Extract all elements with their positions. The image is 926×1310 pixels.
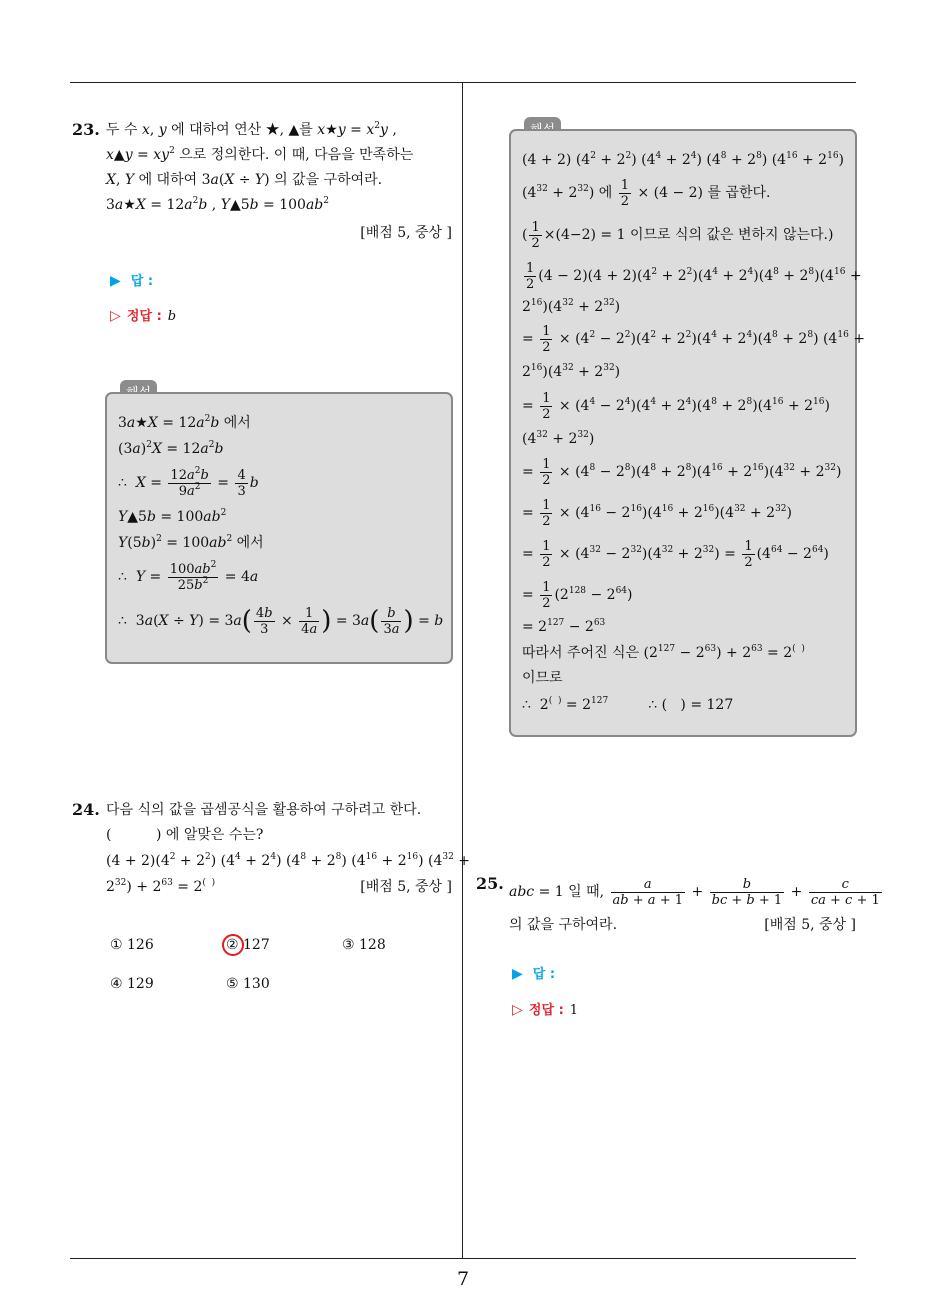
q24-exp-15: 따라서 주어진 식은 $(2^{127} - 2^{63}) + 2^{63} = 2^{( )}$ xyxy=(522,644,805,661)
q24-exp-5: $2^{16})(4^{32} + 2^{32})$ xyxy=(522,298,621,315)
q23-exp-5: $Y(5b)^2 = 100ab^2$ 에서 xyxy=(118,534,264,551)
q24-exp-7: $2^{16})(4^{32} + 2^{32})$ xyxy=(522,363,621,380)
q23-exp-1: 3a★X = $12a^2b$ 에서 xyxy=(118,414,251,431)
q24-exp-11: = $\frac{1}{2}$ × $(4^{16} - 2^{16})(4^{16} + 2^{16})(4^{32} + 2^{32})$ xyxy=(522,497,792,529)
q23-exp-7: ∴ 3a(X ÷ Y) = 3a( $\frac{4b}{3}$ × $\frac{1}{4a}$ ) = 3a( $\frac{b}{3a}$ ) = b xyxy=(118,605,444,637)
q23-answer-label: ▶ 답 : xyxy=(110,273,154,289)
play-icon: ▶ xyxy=(110,273,121,289)
q24-exp-17: ∴ $2^{( )} = 2^{127}$ ∴ ( ) = 127 xyxy=(522,696,734,713)
q24-choice-4[interactable]: ④ 129 xyxy=(110,976,154,992)
q23-line1: 두 수 x, y 에 대하여 연산 ★, ▲를 x★y = $x^2y$ , xyxy=(106,121,397,138)
q23-exp-4: Y▲5b = $100ab^2$ xyxy=(118,508,227,525)
q24-exp-16: 이므로 xyxy=(522,670,563,686)
q23-line4: 3a★X = $12a^2b$ , Y▲5b = $100ab^2$ xyxy=(106,196,329,213)
play-icon: ▶ xyxy=(512,966,523,982)
play-outline-icon: ▷ xyxy=(512,1002,523,1018)
q24-exp-3: ( $\frac{1}{2}$ ×(4−2) = 1 이므로 식의 값은 변하지 않는다.) xyxy=(522,219,834,251)
q24-choice-5[interactable]: ⑤ 130 xyxy=(226,976,270,992)
top-rule xyxy=(70,82,856,83)
selected-answer-circle xyxy=(222,934,244,956)
q25-line2: 의 값을 구하여라. xyxy=(509,917,618,933)
q24-number: 24. xyxy=(72,800,100,819)
q24-meta: [배점 5, 중상 ] xyxy=(360,879,452,895)
page-number: 7 xyxy=(456,1268,470,1290)
q24-exp-4: $\frac{1}{2}$ $(4 - 2)(4 + 2)(4^2 + 2^2)(4^4 + 2^4)(4^8 + 2^8)(4^{16}$ + xyxy=(526,260,862,292)
q25-correct: ▷ 정답 : 1 xyxy=(512,1002,579,1018)
q25-answer-label: ▶ 답 : xyxy=(512,966,556,982)
q23-line2: x▲y = $xy^2$ 으로 정의한다. 이 때, 다음을 만족하는 xyxy=(106,146,414,163)
q23-exp-2: $(3a)^2X = 12a^2b$ xyxy=(118,440,224,457)
q23-meta: [배점 5, 중상 ] xyxy=(360,225,452,241)
q23-correct: ▷ 정답 : b xyxy=(110,308,177,324)
q24-exp-8: = $\frac{1}{2}$ × $(4^4 - 2^4)(4^4 + 2^4)(4^8 + 2^8)(4^{16} + 2^{16})$ xyxy=(522,390,830,422)
q24-line4: $2^{32}) + 2^{63} = 2^{( )}$ xyxy=(106,878,216,895)
q24-exp-2: $(4^{32} + 2^{32})$ 에 $\frac{1}{2}$ × (4 − 2) 를 곱한다. xyxy=(522,177,771,209)
q24-exp-9: $(4^{32} + 2^{32})$ xyxy=(522,430,595,447)
q25-number: 25. xyxy=(476,874,504,893)
q24-line1: 다음 식의 값을 곱셈공식을 활용하여 구하려고 한다. xyxy=(106,802,422,818)
q25-line1: abc = 1 일 때, $\frac{a}{ab + a + 1}$ + $\frac{b}{bc + b + 1}$ + $\frac{c}{ca + c + 1}$ xyxy=(509,876,880,908)
q23-exp-3: ∴ X = $\frac{12a^2b}{9a^2}$ = $\frac{4}{3}$ b xyxy=(118,465,259,499)
q24-choice-3[interactable]: ③ 128 xyxy=(342,937,386,953)
q24-choice-1[interactable]: ① 126 xyxy=(110,937,154,953)
q24-line2: ( ) 에 알맞은 수는? xyxy=(106,827,264,843)
q24-exp-14: = $2^{127} - 2^{63}$ xyxy=(522,618,606,635)
q24-exp-1: (4 + 2) $(4^2 + 2^2) (4^4 + 2^4) (4^8 + 2^8) (4^{16} + 2^{16})$ xyxy=(522,151,845,168)
q24-choice-2[interactable]: ② 127 xyxy=(226,937,270,953)
q23-line3: X, Y 에 대하여 3a(X ÷ Y) 의 값을 구하여라. xyxy=(106,172,383,188)
q24-exp-6: = $\frac{1}{2}$ × $(4^2 - 2^2)(4^2 + 2^2)(4^4 + 2^4)(4^8 + 2^8) (4^{16}$ + xyxy=(522,323,865,355)
bottom-rule xyxy=(70,1258,856,1259)
play-outline-icon: ▷ xyxy=(110,308,121,324)
q24-line3: $(4 + 2)(4^2 + 2^2)$ $(4^4 + 2^4) (4^8 + 2^8) (4^{16} + 2^{16}) (4^{32}$ + xyxy=(106,852,471,869)
q23-exp-6: ∴ Y = $\frac{100ab^2}{25b^2}$ = 4a xyxy=(118,559,259,593)
q25-meta: [배점 5, 중상 ] xyxy=(764,917,856,933)
q24-exp-13: = $\frac{1}{2}$ $(2^{128} - 2^{64})$ xyxy=(522,579,633,611)
column-divider xyxy=(462,83,463,1258)
q24-exp-10: = $\frac{1}{2}$ × $(4^8 - 2^8)(4^8 + 2^8)(4^{16} + 2^{16})(4^{32} + 2^{32})$ xyxy=(522,456,842,488)
q23-number: 23. xyxy=(72,120,100,139)
q24-exp-12: = $\frac{1}{2}$ × $(4^{32} - 2^{32})(4^{32} + 2^{32})$ = $\frac{1}{2}$ $(4^{64} - 2^{64})$ xyxy=(522,538,829,570)
